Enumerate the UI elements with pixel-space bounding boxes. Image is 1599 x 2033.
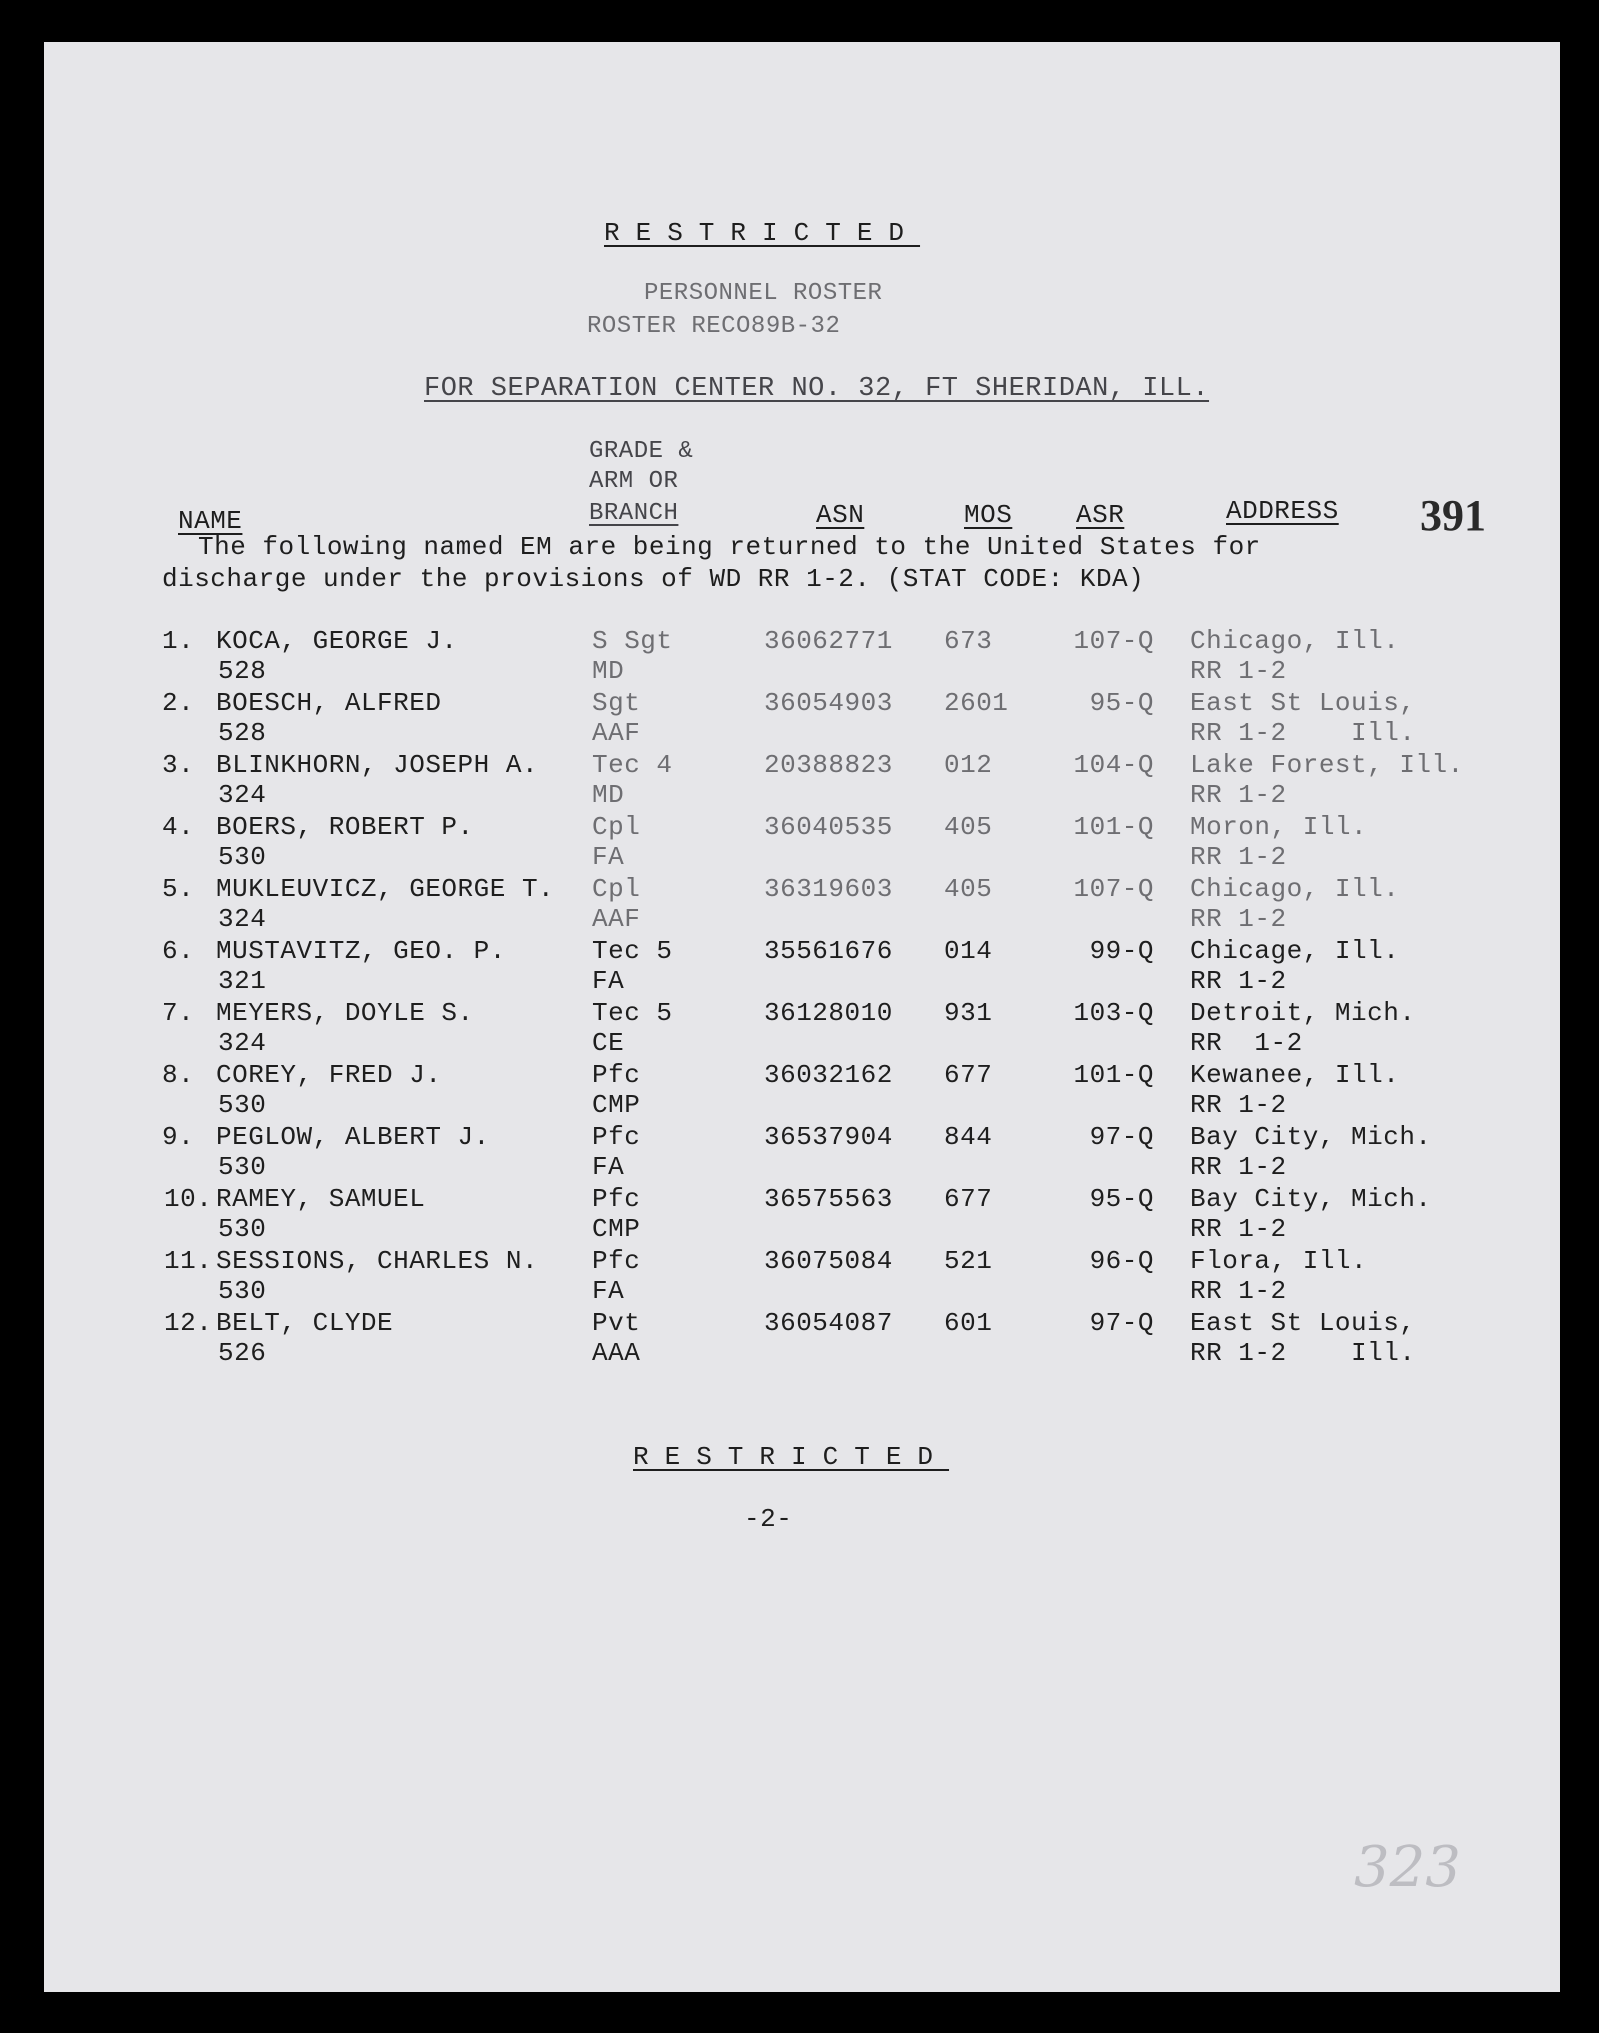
row-mos: 405: [944, 812, 993, 842]
col-address: ADDRESS: [1226, 496, 1339, 526]
row-address-line1: Kewanee, Ill.: [1190, 1060, 1400, 1090]
row-number: 3.: [162, 750, 195, 780]
col-asn: ASN: [816, 500, 865, 530]
row-branch: AAA: [592, 1338, 641, 1368]
row-grade: Pfc: [592, 1184, 641, 1214]
row-number: 5.: [162, 874, 195, 904]
row-code: 321: [218, 966, 267, 996]
row-number: 8.: [162, 1060, 195, 1090]
row-mos: 2601: [944, 688, 1009, 718]
row-number: 11.: [164, 1246, 213, 1276]
row-grade: Tec 5: [592, 998, 673, 1028]
row-address-line2: RR 1-2: [1190, 1276, 1287, 1306]
row-asr: 101-Q: [1073, 1060, 1154, 1090]
row-branch: CMP: [592, 1090, 641, 1120]
row-code: 530: [218, 1090, 267, 1120]
separation-center-title: FOR SEPARATION CENTER NO. 32, FT SHERIDAN, ILL.: [424, 374, 1210, 404]
row-code: 324: [218, 1028, 267, 1058]
row-code: 526: [218, 1338, 267, 1368]
col-grade-line3: BRANCH: [589, 500, 679, 527]
row-asr: 101-Q: [1073, 812, 1154, 842]
row-asn: 35561676: [764, 936, 893, 966]
row-mos: 677: [944, 1184, 993, 1214]
row-name: KOCA, GEORGE J.: [216, 626, 458, 656]
row-number: 7.: [162, 998, 195, 1028]
row-address-line1: Moron, Ill.: [1190, 812, 1368, 842]
row-asr: 96-Q: [1089, 1246, 1154, 1276]
row-mos: 844: [944, 1122, 993, 1152]
row-address-line1: Chicage, Ill.: [1190, 936, 1400, 966]
row-grade: Pfc: [592, 1060, 641, 1090]
row-mos: 405: [944, 874, 993, 904]
row-address-line2: RR 1-2: [1190, 842, 1287, 872]
page-number: -2-: [744, 1504, 793, 1534]
row-address-line2: RR 1-2 Ill.: [1190, 718, 1416, 748]
roster-number: ROSTER RECO89B-32: [587, 313, 841, 340]
row-branch: FA: [592, 1276, 625, 1306]
row-address-line2: RR 1-2: [1190, 966, 1287, 996]
row-address-line1: East St Louis,: [1190, 1308, 1416, 1338]
row-grade: Pfc: [592, 1246, 641, 1276]
row-name: COREY, FRED J.: [216, 1060, 442, 1090]
row-branch: FA: [592, 966, 625, 996]
handwritten-number: 323: [1354, 1835, 1461, 1900]
row-code: 530: [218, 1214, 267, 1244]
row-code: 530: [218, 1152, 267, 1182]
row-grade: Tec 4: [592, 750, 673, 780]
col-grade-line1: GRADE &: [589, 438, 694, 465]
row-code: 324: [218, 904, 267, 934]
row-address-line2: RR 1-2: [1190, 904, 1287, 934]
row-address-line1: Detroit, Mich.: [1190, 998, 1416, 1028]
row-name: BELT, CLYDE: [216, 1308, 394, 1338]
row-name: BLINKHORN, JOSEPH A.: [216, 750, 539, 780]
row-number: 1.: [162, 626, 195, 656]
row-address-line1: Flora, Ill.: [1190, 1246, 1368, 1276]
row-branch: FA: [592, 842, 625, 872]
row-name: SESSIONS, CHARLES N.: [216, 1246, 539, 1276]
row-asr: 95-Q: [1089, 1184, 1154, 1214]
row-mos: 014: [944, 936, 993, 966]
row-address-line1: East St Louis,: [1190, 688, 1416, 718]
row-branch: MD: [592, 780, 625, 810]
row-code: 528: [218, 656, 267, 686]
row-code: 530: [218, 1276, 267, 1306]
row-mos: 931: [944, 998, 993, 1028]
row-grade: Sgt: [592, 688, 641, 718]
col-name: NAME: [178, 506, 243, 536]
row-asn: 36128010: [764, 998, 893, 1028]
row-address-line2: RR 1-2 Ill.: [1190, 1338, 1416, 1368]
row-mos: 012: [944, 750, 993, 780]
intro-line-2: discharge under the provisions of WD RR 1-2. (STAT CODE: KDA): [162, 564, 1145, 594]
row-code: 530: [218, 842, 267, 872]
row-number: 12.: [164, 1308, 213, 1338]
row-asn: 36575563: [764, 1184, 893, 1214]
row-asn: 36062771: [764, 626, 893, 656]
row-address-line1: Chicago, Ill.: [1190, 874, 1400, 904]
row-branch: MD: [592, 656, 625, 686]
row-name: MUKLEUVICZ, GEORGE T.: [216, 874, 555, 904]
row-number: 4.: [162, 812, 195, 842]
row-asr: 99-Q: [1089, 936, 1154, 966]
restricted-header: RESTRICTED: [604, 218, 921, 248]
row-asr: 104-Q: [1073, 750, 1154, 780]
row-asn: 36040535: [764, 812, 893, 842]
row-asn: 36054087: [764, 1308, 893, 1338]
row-mos: 673: [944, 626, 993, 656]
row-number: 9.: [162, 1122, 195, 1152]
row-name: BOERS, ROBERT P.: [216, 812, 474, 842]
row-asr: 107-Q: [1073, 874, 1154, 904]
row-branch: CE: [592, 1028, 625, 1058]
row-grade: Pfc: [592, 1122, 641, 1152]
row-address-line2: RR 1-2: [1190, 1214, 1287, 1244]
intro-line-1: The following named EM are being returned to the United States for: [198, 532, 1261, 562]
row-name: MUSTAVITZ, GEO. P.: [216, 936, 506, 966]
row-address-line1: Chicago, Ill.: [1190, 626, 1400, 656]
row-mos: 521: [944, 1246, 993, 1276]
row-asr: 103-Q: [1073, 998, 1154, 1028]
row-asn: 36054903: [764, 688, 893, 718]
col-mos: MOS: [964, 500, 1013, 530]
col-grade-line2: ARM OR: [589, 468, 679, 495]
row-grade: Cpl: [592, 874, 641, 904]
row-address-line1: Lake Forest, Ill.: [1190, 750, 1464, 780]
page-mark-number: 391: [1420, 491, 1486, 540]
row-asn: 36319603: [764, 874, 893, 904]
row-code: 324: [218, 780, 267, 810]
row-asr: 97-Q: [1089, 1122, 1154, 1152]
row-name: PEGLOW, ALBERT J.: [216, 1122, 490, 1152]
row-branch: FA: [592, 1152, 625, 1182]
row-name: RAMEY, SAMUEL: [216, 1184, 426, 1214]
row-name: BOESCH, ALFRED: [216, 688, 442, 718]
row-address-line2: RR 1-2: [1190, 656, 1287, 686]
row-asn: 36537904: [764, 1122, 893, 1152]
col-asr: ASR: [1076, 500, 1125, 530]
row-number: 10.: [164, 1184, 213, 1214]
row-address-line1: Bay City, Mich.: [1190, 1184, 1432, 1214]
row-grade: S Sgt: [592, 626, 673, 656]
row-grade: Pvt: [592, 1308, 641, 1338]
row-address-line2: RR 1-2: [1190, 1090, 1287, 1120]
row-mos: 677: [944, 1060, 993, 1090]
restricted-footer: RESTRICTED: [633, 1442, 950, 1472]
row-branch: AAF: [592, 718, 641, 748]
row-asn: 36075084: [764, 1246, 893, 1276]
row-name: MEYERS, DOYLE S.: [216, 998, 474, 1028]
row-asr: 95-Q: [1089, 688, 1154, 718]
row-asr: 107-Q: [1073, 626, 1154, 656]
row-asn: 20388823: [764, 750, 893, 780]
row-branch: CMP: [592, 1214, 641, 1244]
row-code: 528: [218, 718, 267, 748]
row-asr: 97-Q: [1089, 1308, 1154, 1338]
document-page: [44, 42, 1560, 1992]
row-address-line2: RR 1-2: [1190, 1028, 1303, 1058]
row-number: 2.: [162, 688, 195, 718]
row-mos: 601: [944, 1308, 993, 1338]
row-branch: AAF: [592, 904, 641, 934]
row-address-line2: RR 1-2: [1190, 1152, 1287, 1182]
row-address-line1: Bay City, Mich.: [1190, 1122, 1432, 1152]
row-address-line2: RR 1-2: [1190, 780, 1287, 810]
row-number: 6.: [162, 936, 195, 966]
roster-title: PERSONNEL ROSTER: [644, 280, 883, 307]
row-grade: Cpl: [592, 812, 641, 842]
row-grade: Tec 5: [592, 936, 673, 966]
row-asn: 36032162: [764, 1060, 893, 1090]
